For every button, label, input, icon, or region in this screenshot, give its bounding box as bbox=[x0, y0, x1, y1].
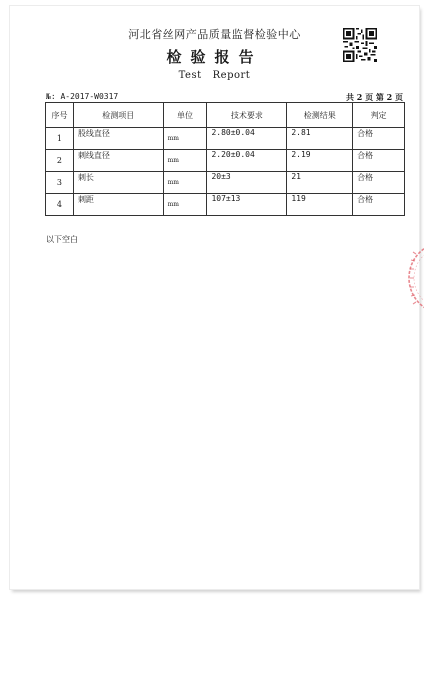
table-row bbox=[46, 172, 405, 194]
page-indicator: 共 2 页 第 2 页 bbox=[345, 92, 403, 102]
results-table bbox=[45, 102, 405, 216]
header-requirement: 技术要求 bbox=[207, 103, 287, 128]
seal-stamp-icon bbox=[405, 238, 424, 318]
table-header-row bbox=[46, 103, 405, 128]
table-row bbox=[46, 128, 405, 150]
row-unit: mm bbox=[163, 128, 207, 150]
row-result: 119 bbox=[287, 194, 353, 216]
row-no: 4 bbox=[46, 194, 74, 216]
header-result: 检测结果 bbox=[287, 103, 353, 128]
row-no: 3 bbox=[46, 172, 74, 194]
report-title-en: Test Report bbox=[178, 70, 251, 81]
header-no: 序号 bbox=[46, 103, 74, 128]
institution-name: 河北省丝网产品质量监督检验中心 bbox=[128, 28, 301, 41]
header-verdict: 判定 bbox=[353, 103, 405, 128]
row-verdict: 合格 bbox=[353, 172, 405, 194]
row-item: 刺长 bbox=[73, 172, 163, 194]
row-no: 1 bbox=[46, 128, 74, 150]
report-title-cn: 检验报告 bbox=[166, 48, 263, 66]
report-page bbox=[10, 6, 419, 589]
header-unit: 单位 bbox=[163, 103, 207, 128]
row-requirement: 107±13 bbox=[207, 194, 287, 216]
row-verdict: 合格 bbox=[353, 150, 405, 172]
row-result: 2.19 bbox=[287, 150, 353, 172]
report-number: №: A-2017-W0317 bbox=[46, 92, 119, 101]
row-no: 2 bbox=[46, 150, 74, 172]
header-item: 检测项目 bbox=[73, 103, 163, 128]
table-row bbox=[46, 150, 405, 172]
qr-code-icon bbox=[343, 28, 377, 62]
row-requirement: 20±3 bbox=[207, 172, 287, 194]
table-row bbox=[46, 194, 405, 216]
row-verdict: 合格 bbox=[353, 128, 405, 150]
row-item: 刺距 bbox=[73, 194, 163, 216]
row-unit: mm bbox=[163, 150, 207, 172]
row-requirement: 2.80±0.04 bbox=[207, 128, 287, 150]
row-unit: mm bbox=[163, 172, 207, 194]
end-of-content-note: 以下空白 bbox=[46, 235, 78, 244]
row-requirement: 2.20±0.04 bbox=[207, 150, 287, 172]
row-result: 21 bbox=[287, 172, 353, 194]
row-verdict: 合格 bbox=[353, 194, 405, 216]
row-unit: mm bbox=[163, 194, 207, 216]
row-item: 刺线直径 bbox=[73, 150, 163, 172]
row-item: 股线直径 bbox=[73, 128, 163, 150]
row-result: 2.81 bbox=[287, 128, 353, 150]
